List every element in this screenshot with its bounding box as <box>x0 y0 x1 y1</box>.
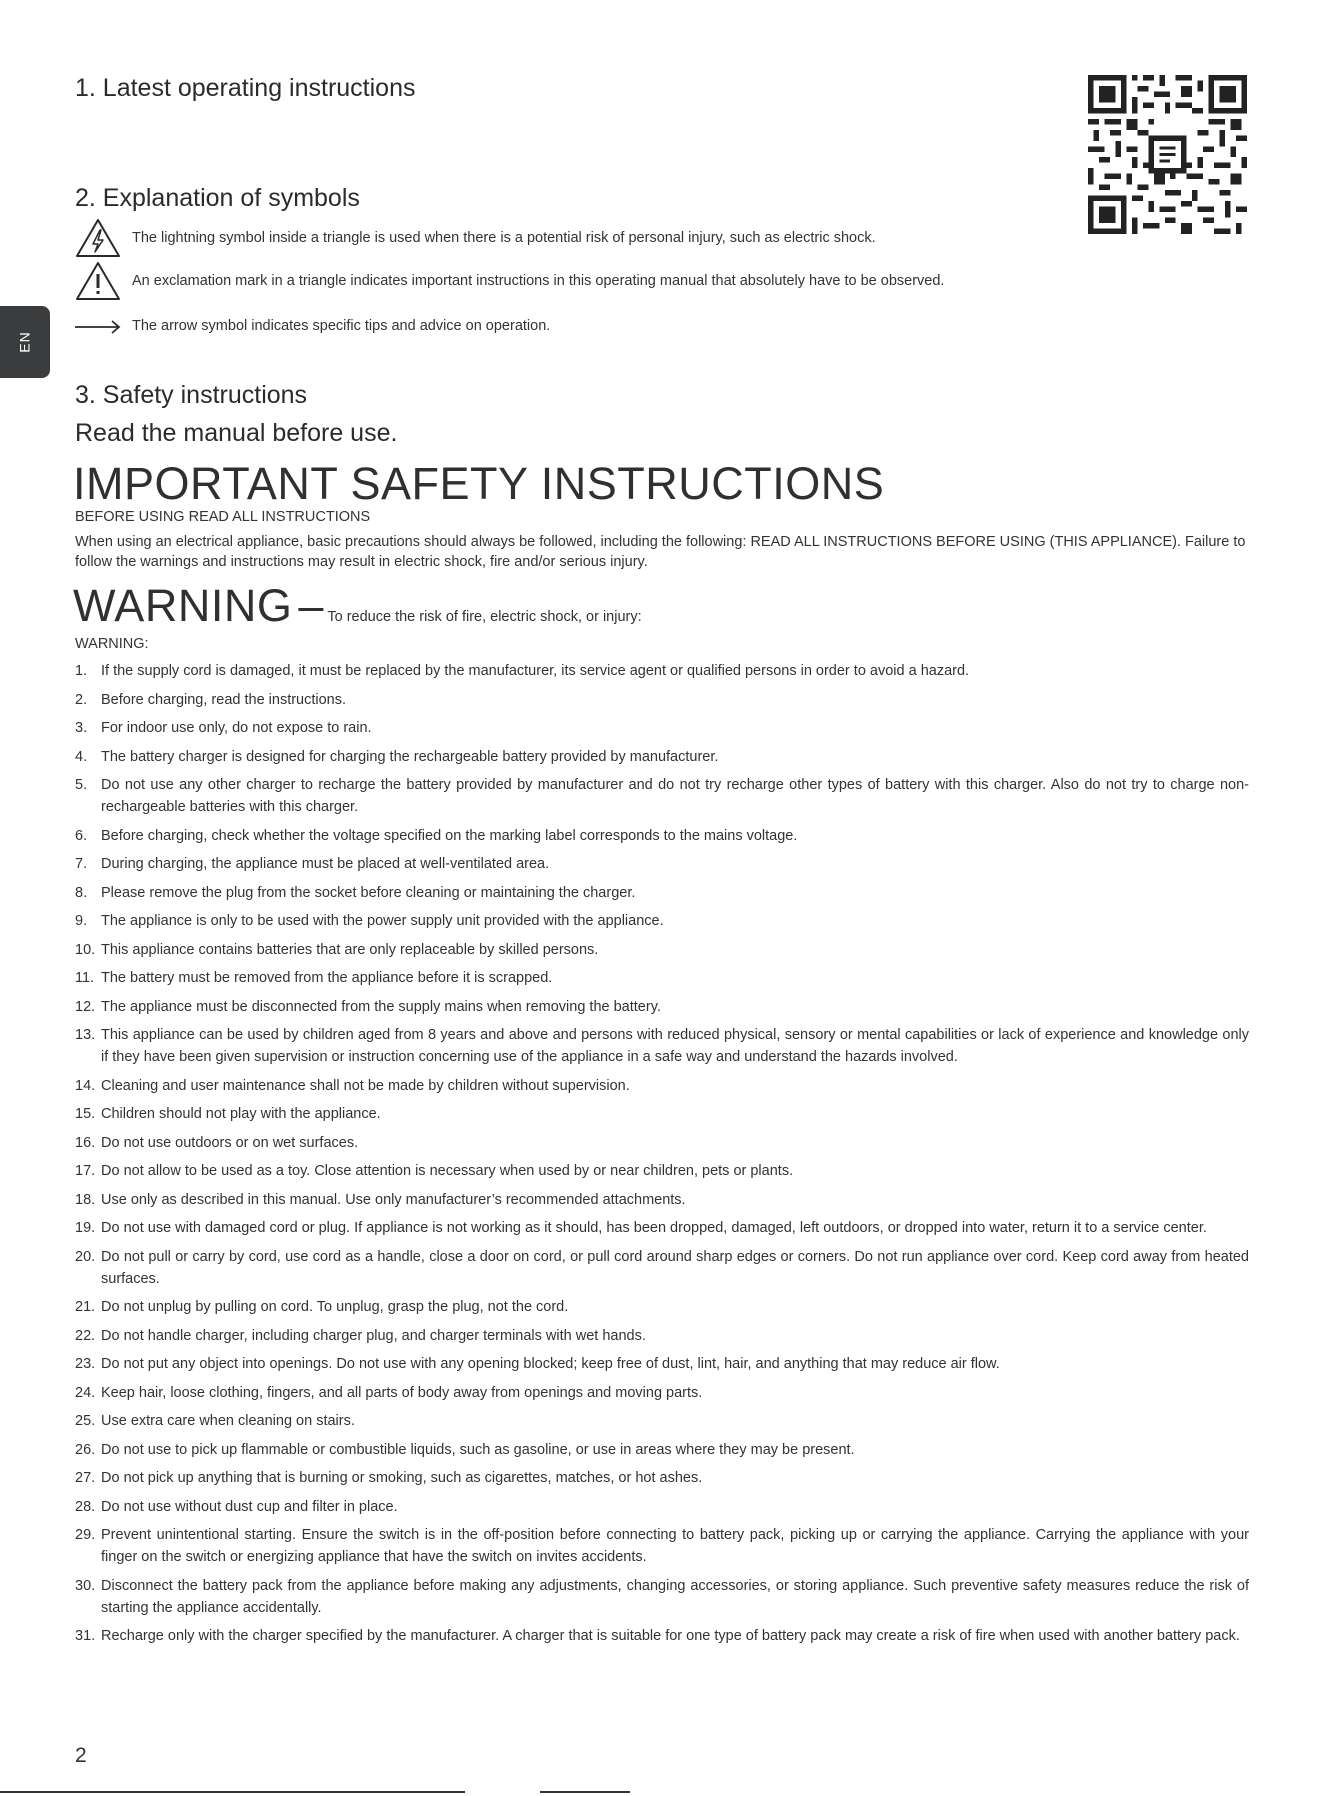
safety-rule-item <box>75 1353 1249 1375</box>
arrow-right-icon <box>75 306 121 346</box>
safety-rule-item <box>75 1382 1249 1404</box>
safety-rule-item <box>75 910 1249 932</box>
safety-rule-text: Do not use any other charger to recharge the battery provided by manufacturer and do not try recharge other types of battery with this charger. Also do not try to charge non-rechargeable batteries with this charger. <box>101 777 1249 815</box>
safety-rule-item <box>75 1024 1249 1068</box>
safety-rule-text: Do not pull or carry by cord, use cord as a handle, close a door on cord, or pull cord around sharp edges or corners. Do not run appliance over cord. Keep cord away from heated surfaces. <box>101 1248 1249 1287</box>
safety-rule-number: 5. <box>75 777 88 793</box>
safety-rule-item <box>75 1075 1249 1097</box>
safety-rule-item <box>75 996 1249 1018</box>
safety-rule-number: 6. <box>75 827 88 844</box>
language-tab[interactable] <box>0 306 50 378</box>
safety-rule-number: 1. <box>75 663 88 679</box>
safety-rule-number: 25. <box>75 1413 96 1429</box>
safety-rule-number: 22. <box>75 1327 96 1344</box>
before-using-notice: BEFORE USING READ ALL INSTRUCTIONS <box>75 509 371 525</box>
warning-dash: – <box>298 580 324 631</box>
warning-label: WARNING: <box>75 636 149 652</box>
safety-rule-number: 20. <box>75 1248 96 1265</box>
safety-rule-item <box>75 774 1249 818</box>
safety-rule-number: 19. <box>75 1220 96 1236</box>
safety-rule-text: The battery must be removed from the appliance before it is scrapped. <box>101 970 553 986</box>
safety-rule-number: 16. <box>75 1134 96 1151</box>
safety-rule-number: 3. <box>75 720 88 736</box>
safety-rule-item <box>75 1410 1249 1432</box>
safety-rule-item <box>75 1325 1249 1347</box>
symbol-row-lightning <box>75 218 1075 254</box>
safety-rule-item <box>75 825 1249 847</box>
safety-rule-text: Do not allow to be used as a toy. Close attention is necessary when used by or near children, pets or plants. <box>101 1163 794 1179</box>
safety-rule-text: Before charging, check whether the voltage specified on the marking label corresponds to the mains voltage. <box>101 827 798 844</box>
symbol-row-arrow <box>75 306 1075 342</box>
warning-heading <box>73 580 642 632</box>
important-safety-title: IMPORTANT SAFETY INSTRUCTIONS <box>73 458 885 509</box>
safety-rule-text: Do not use with damaged cord or plug. If appliance is not working as it should, has been dropped, damaged, left outdoors, or dropped into water, return it to a service center. <box>101 1220 1207 1236</box>
safety-rule-item <box>75 939 1249 961</box>
safety-rule-item <box>75 689 1249 711</box>
safety-rule-number: 9. <box>75 913 88 929</box>
safety-rule-number: 17. <box>75 1163 96 1179</box>
safety-rule-item <box>75 1625 1249 1647</box>
language-tab-label: EN <box>16 331 33 353</box>
warning-subtitle: To reduce the risk of fire, electric shock, or injury: <box>327 609 642 625</box>
safety-rule-text: If the supply cord is damaged, it must be replaced by the manufacturer, its service agent or qualified persons in order to avoid a hazard. <box>101 663 970 679</box>
safety-rule-number: 11. <box>75 970 95 986</box>
safety-rule-number: 4. <box>75 748 88 765</box>
safety-rule-number: 14. <box>75 1077 96 1094</box>
safety-rule-item <box>75 1575 1249 1619</box>
safety-rule-text: The appliance is only to be used with the power supply unit provided with the appliance. <box>101 913 664 929</box>
safety-rule-text: Use only as described in this manual. Use only manufacturer’s recommended attachments. <box>101 1191 686 1208</box>
safety-rule-text: Do not use without dust cup and filter in place. <box>101 1498 398 1515</box>
safety-rule-number: 27. <box>75 1470 96 1486</box>
safety-rule-number: 26. <box>75 1441 96 1458</box>
safety-rule-item <box>75 1524 1249 1568</box>
safety-rule-text: For indoor use only, do not expose to rain. <box>101 720 372 736</box>
safety-rule-item <box>75 853 1249 875</box>
safety-rule-number: 30. <box>75 1577 96 1594</box>
safety-rule-text: Recharge only with the charger specified by the manufacturer. A charger that is suitable for one type of battery pack may create a risk of fire when used with another battery pack. <box>101 1628 1240 1644</box>
safety-rule-item <box>75 1217 1249 1239</box>
safety-rule-text: The appliance must be disconnected from the supply mains when removing the battery. <box>101 998 661 1015</box>
safety-rule-text: This appliance can be used by children aged from 8 years and above and persons with reduced physical, sensory or mental capabilities or lack of experience and knowledge only if they have been given supervision or instruction concerning use of the appliance in a safe way and understand the hazards involved. <box>101 1027 1249 1065</box>
safety-rule-number: 28. <box>75 1498 96 1515</box>
safety-rule-text: Do not unplug by pulling on cord. To unplug, grasp the plug, not the cord. <box>101 1299 569 1315</box>
safety-rule-item <box>75 717 1249 739</box>
safety-rule-text: Do not put any object into openings. Do not use with any opening blocked; keep free of dust, lint, hair, and anything that may reduce air flow. <box>101 1356 1000 1372</box>
safety-rule-text: Do not pick up anything that is burning or smoking, such as cigarettes, matches, or hot ashes. <box>101 1470 703 1486</box>
page-edge-line <box>0 1791 465 1793</box>
safety-rule-text: Do not use outdoors or on wet surfaces. <box>101 1134 359 1151</box>
safety-rule-text: Please remove the plug from the socket before cleaning or maintaining the charger. <box>101 884 636 901</box>
section-heading-safety: 3. Safety instructions <box>75 381 308 409</box>
safety-rule-number: 15. <box>75 1106 96 1122</box>
safety-rule-item <box>75 660 1249 682</box>
safety-rule-item <box>75 1496 1249 1518</box>
safety-rule-text: This appliance contains batteries that are only replaceable by skilled persons. <box>101 941 599 958</box>
read-manual-notice: Read the manual before use. <box>75 419 398 447</box>
safety-rule-text: Children should not play with the appliance. <box>101 1106 381 1122</box>
safety-rule-item <box>75 1296 1249 1318</box>
safety-rule-number: 18. <box>75 1191 96 1208</box>
section-heading-latest-instructions: 1. Latest operating instructions <box>75 74 416 102</box>
safety-rules-list <box>75 660 1249 1654</box>
safety-rule-text: Use extra care when cleaning on stairs. <box>101 1413 355 1429</box>
page-edge-line <box>540 1791 630 1793</box>
symbol-description: An exclamation mark in a triangle indicates important instructions in this operating manual that absolutely have to be observed. <box>132 273 945 289</box>
safety-rule-number: 31. <box>75 1628 96 1644</box>
safety-rule-number: 24. <box>75 1384 96 1401</box>
safety-rule-text: The battery charger is designed for charging the rechargeable battery provided by manufacturer. <box>101 748 719 765</box>
safety-rule-number: 23. <box>75 1356 96 1372</box>
safety-rule-number: 10. <box>75 941 96 958</box>
safety-rule-number: 29. <box>75 1527 96 1543</box>
symbol-description: The arrow symbol indicates specific tips and advice on operation. <box>132 318 551 334</box>
page-number: 2 <box>75 1744 87 1767</box>
section-heading-symbols: 2. Explanation of symbols <box>75 184 360 212</box>
lightning-triangle-icon <box>75 218 121 258</box>
safety-rule-text: During charging, the appliance must be placed at well-ventilated area. <box>101 856 550 872</box>
safety-rule-item <box>75 1132 1249 1154</box>
warning-title: WARNING <box>73 580 293 631</box>
safety-rule-number: 8. <box>75 884 88 901</box>
symbol-description: The lightning symbol inside a triangle is used when there is a potential risk of personal injury, such as electric shock. <box>132 230 876 246</box>
safety-rule-number: 21. <box>75 1299 96 1315</box>
safety-rule-text: Cleaning and user maintenance shall not be made by children without supervision. <box>101 1077 630 1094</box>
safety-rule-item <box>75 1439 1249 1461</box>
safety-rule-number: 12. <box>75 998 96 1015</box>
safety-rule-number: 13. <box>75 1027 96 1043</box>
safety-rule-item <box>75 1246 1249 1290</box>
safety-rule-text: Do not handle charger, including charger plug, and charger terminals with wet hands. <box>101 1327 646 1344</box>
safety-rule-item <box>75 1189 1249 1211</box>
safety-rule-item <box>75 1467 1249 1489</box>
safety-rule-number: 2. <box>75 691 88 708</box>
exclamation-triangle-icon <box>75 261 121 301</box>
safety-rule-item <box>75 1160 1249 1182</box>
safety-rule-number: 7. <box>75 856 88 872</box>
safety-rule-text: Before charging, read the instructions. <box>101 691 347 708</box>
symbol-row-exclamation <box>75 261 1075 297</box>
safety-rule-item <box>75 746 1249 768</box>
safety-rule-text: Disconnect the battery pack from the appliance before making any adjustments, changing accessories, or storing appliance. Such preventive safety measures reduce the risk of starting the appliance accidentally. <box>101 1577 1249 1616</box>
safety-rule-item <box>75 1103 1249 1125</box>
safety-rule-text: Prevent unintentional starting. Ensure the switch is in the off-position before connecting to battery pack, picking up or carrying the appliance. Carrying the appliance with your finger on the switch or energizing appliance that have the switch on invites accidents. <box>101 1527 1249 1565</box>
safety-rule-text: Keep hair, loose clothing, fingers, and all parts of body away from openings and moving parts. <box>101 1384 703 1401</box>
safety-rule-text: Do not use to pick up flammable or combustible liquids, such as gasoline, or use in areas where they may be present. <box>101 1441 855 1458</box>
qr-code[interactable] <box>1088 75 1247 234</box>
intro-paragraph: When using an electrical appliance, basic precautions should always be followed, including the following: READ ALL INSTRUCTIONS BEFORE USING (THIS APPLIANCE). Failure to follow the warnings and instructions may result in electric shock, fire and/or serious injury. <box>75 534 1246 570</box>
safety-rule-item <box>75 967 1249 989</box>
safety-rule-item <box>75 882 1249 904</box>
